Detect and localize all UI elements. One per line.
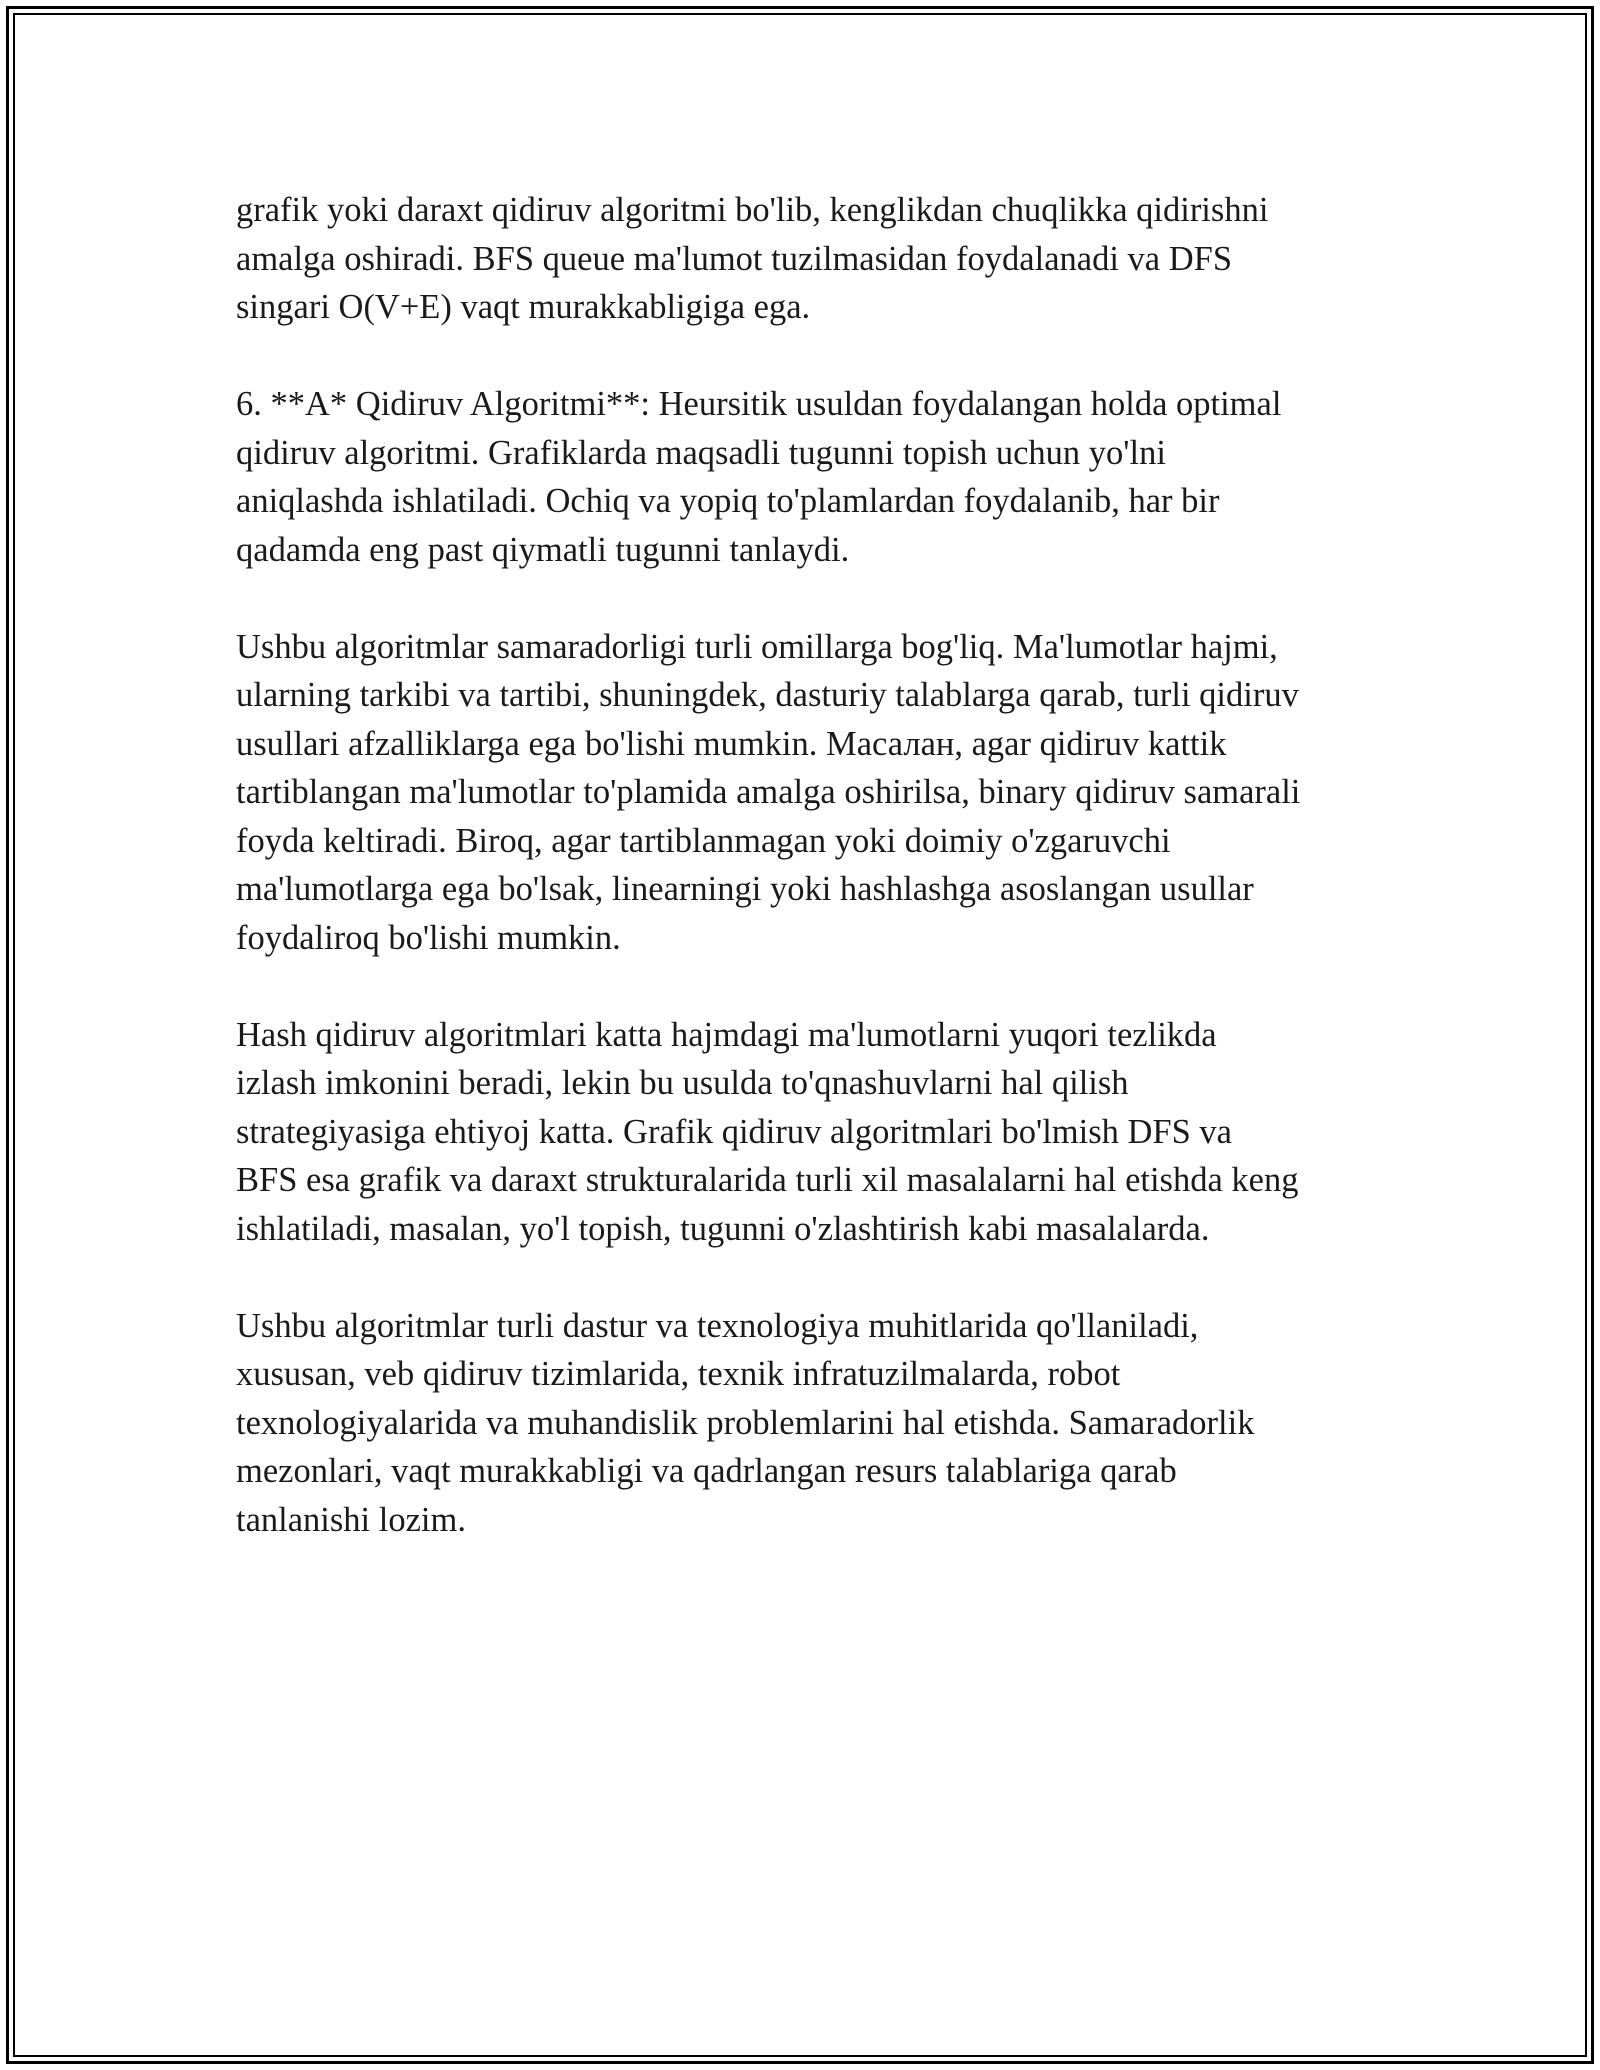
document-body (236, 186, 1376, 1593)
text-line: ishlatiladi, masalan, yo'l topish, tugunni o'zlashtirish kabi masalalarda. (236, 1209, 1210, 1248)
text-line: foydaliroq bo'lishi mumkin. (236, 918, 621, 957)
text-line: tartiblangan ma'lumotlar to'plamida amalga oshirilsa, binary qidiruv samarali (236, 773, 1301, 811)
paragraph-efficiency (236, 623, 1376, 963)
text-line: ma'lumotlarga ega bo'lsak, linearningi yoki hashlashga asoslangan usullar (236, 870, 1254, 908)
text-line: xususan, veb qidiruv tizimlarida, texnik infratuzilmalarda, robot (236, 1355, 1121, 1393)
text-line: Ushbu algoritmlar samaradorligi turli omillarga bog'liq. Ma'lumotlar hajmi, (236, 627, 1278, 666)
text-line: foyda keltiradi. Biroq, agar tartiblanmagan yoki doimiy o'zgaruvchi (236, 821, 1171, 860)
text-line: mezonlari, vaqt murakkabligi va qadrlangan resurs talablariga qarab (236, 1452, 1177, 1490)
text-line: strategiyasiga ehtiyoj katta. Grafik qidiruv algoritmlari bo'lmish DFS va (236, 1112, 1232, 1151)
paragraph-hash-search (236, 1011, 1376, 1254)
text-line: Ushbu algoritmlar turli dastur va texnologiya muhitlarida qo'llaniladi, (236, 1306, 1199, 1345)
paragraph-applications (236, 1302, 1376, 1545)
text-line: amalga oshiradi. BFS queue ma'lumot tuzilmasidan foydalanadi va DFS (236, 239, 1233, 278)
text-line: tanlanishi lozim. (236, 1500, 466, 1539)
paragraph-bfs-continuation (236, 186, 1376, 332)
text-line: qadamda eng past qiymatli tugunni tanlaydi. (236, 530, 850, 569)
text-line: BFS esa grafik va daraxt strukturalarida turli xil masalalarni hal etishda keng (236, 1161, 1299, 1199)
text-line: ularning tarkibi va tartibi, shuningdek, dasturiy talablarga qarab, turli qidiruv (236, 676, 1299, 714)
text-line: singari O(V+E) vaqt murakkabligiga ega. (236, 288, 811, 326)
text-line: aniqlashda ishlatiladi. Ochiq va yopiq to'plamlardan foydalanib, har bir (236, 482, 1220, 520)
text-line: texnologiyalarida va muhandislik problemlarini hal etishda. Samaradorlik (236, 1403, 1255, 1442)
text-line: 6. **A* Qidiruv Algoritmi**: Heursitik usuldan foydalangan holda optimal (236, 385, 1282, 423)
text-line: grafik yoki daraxt qidiruv algoritmi bo'lib, kenglikdan chuqlikka qidirishni (236, 191, 1269, 229)
text-line: izlash imkonini beradi, lekin bu usulda to'qnashuvlarni hal qilish (236, 1064, 1129, 1102)
text-line: usullari afzalliklarga ega bo'lishi mumkin. Масалан, agar qidiruv kattik (236, 724, 1227, 763)
text-line: qidiruv algoritmi. Grafiklarda maqsadli tugunni topish uchun yo'lni (236, 433, 1166, 472)
paragraph-a-star (236, 380, 1376, 574)
text-line: Hash qidiruv algoritmlari katta hajmdagi ma'lumotlarni yuqori tezlikda (236, 1015, 1217, 1054)
